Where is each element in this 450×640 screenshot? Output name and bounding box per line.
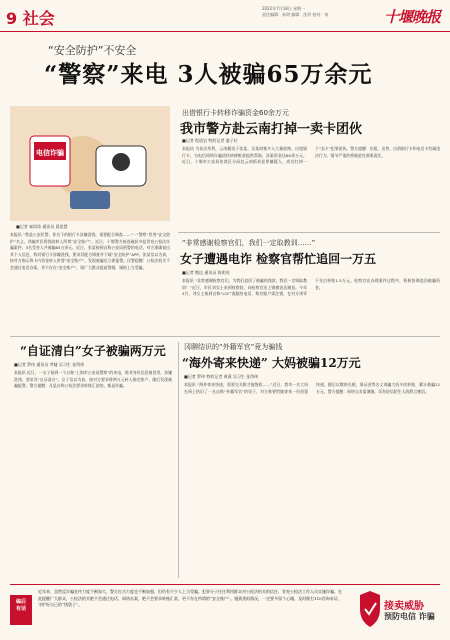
story5-byline: ■记者 罗伟 特约记者 黄燕 吴习生 张得伟 (184, 374, 259, 379)
paper-logo: 十堰晚报 (384, 8, 441, 26)
story4-body: 本报讯 近日，一女子接到一个自称“上海市公安局警察”的来电，称其身份信息被冒用，涉嫌洗钱，要求其“自证清白”。女子信以为真，按对方要求将两万元转入指定账户，随后发现被骗报警。警方提醒：凡是自称公检法要求转账汇款的，都是诈骗。 (14, 370, 172, 389)
story3-headline: 女子遭遇电诈 检察官帮忙追回一万五 (180, 252, 377, 266)
story4-headline: “自证清白”女子被骗两万元 (20, 344, 166, 358)
masthead (0, 0, 450, 32)
story3-kicker: “非常感谢检察官们，我们一定取教训……” (182, 239, 316, 247)
badge-line2: 有话 (15, 606, 26, 612)
story5-body: 本报讯 “海外寄来快递，需要交关税才能签收……”近日，我市一名大妈在网上结识了一名自称“外籍军官”的男子，对方称要给她寄来一份贵重快递，随后以缴纳关税、保证金等名义诱骗大妈多次转账，累计被骗12万元。警方提醒：网络交友需谨慎，切勿轻信陌生人的甜言蜜语。 (184, 382, 440, 394)
lead-headline: “警察”来电 3人被骗65万余元 (44, 61, 373, 88)
issue-editors: 责任编辑：朱明 编辑：沈玲 校对：何 (262, 12, 329, 17)
issue-info (262, 6, 382, 18)
divider (178, 342, 179, 578)
editor-note-badge (10, 595, 32, 625)
story5-headline: “海外寄来快递” 大妈被骗12万元 (182, 356, 361, 370)
illustration-graphic (10, 106, 170, 221)
anti-fraud-promo (352, 589, 440, 633)
story3-body: 本报讯 “非常感谢检察官们，为我们追回了被骗的钱款，我们一定吸取教训！”近日，市民刘女士来到检察院，向检察官送上锦旗表达谢意。今年5月，刘女士接到自称“LCF”客服的电话，称其账户需注销，在对方诱导下先后转账1.5万元。检察官在办理案件过程中，积极协调追回被骗资金。 (182, 278, 440, 297)
story2-headline: 我市警方赴云南打掉一卖卡团伙 (180, 122, 363, 137)
story2-body: 本报讯 为非法牟利，云南籍男子张某、吴某纠集多人大量收购、出租银行卡，为电信网络诈骗团伙转移赃款提供帮助，涉案资金达60余万元。近日，十堰市公安局张湾区分局赴云南抓获犯罪嫌疑人，成功打掉一个“卖卡”犯罪团伙。警方提醒：出租、出售、出借银行卡和电话卡均属违法行为，情节严重的将被追究刑事责任。 (182, 146, 440, 165)
divider (178, 232, 440, 233)
fraud-illustration (10, 106, 170, 221)
story4-byline: ■记者 罗伟 通讯员 莘婕 吴习生 张得伟 (14, 362, 85, 367)
section-number: 9 社会 (6, 9, 55, 28)
lead-kicker: “安全防护”不安全 (48, 44, 137, 57)
issue-date: 2022年7月18日 星期一 (262, 6, 306, 11)
editor-note-text: 近年来，虽然反诈骗宣传力度不断加大，警方打击力度也不断加强，但仍有不少人上当受骗。犯罪分子往往利用群众对公检法机关的信任，冒充公检法工作人员实施诈骗。在此提醒广大群众，公检法机关绝不会通过电话、网络办案，绝不会要求转账汇款，更不存在所谓的“安全账户”。遇到类似情况，一定要多留个心眼，及时拨打110咨询求证，守护好自己的“钱袋子”。 (38, 589, 342, 607)
illustration-label: 电信诈骗 (36, 149, 64, 157)
divider (10, 336, 440, 337)
editor-note (10, 584, 440, 636)
promo-subtitle: 预防电信 诈骗 (384, 612, 435, 621)
lead-byline: ■记者 秦训涛 通讯员 晨思慧 (16, 224, 68, 229)
badge-line1: 编后 (15, 599, 26, 605)
story5-kicker: 冈聊结识的“外籍军官”竟为骗钱 (184, 343, 283, 351)
story2-byline: ■记者 程道岩 特约记者 盛子轩 (182, 138, 238, 143)
story3-byline: ■记者 熊达 通讯员 陈明亮 (182, 270, 230, 275)
story2-kicker: 出借银行卡转移诈骗资金60余万元 (182, 109, 289, 117)
promo-title: 接卖威胁 (384, 601, 424, 612)
lead-body: 本报讯 “我是公安民警，你名下的银行卡涉嫌洗钱，需要配合调查……”一“警察”冒用“安全防护”名义，诱骗市民将钱款转入所谓“安全账户”。近日，十堰警方接连破获多起冒充公检法诈骗案件，3名受害人共被骗65万余元。近日，张某接到自称公安局刑警的电话，对方准确说出其个人信息，称其银行卡涉嫌洗钱，要求其配合调查并下载“安全防护”APP。张某信以为真，按对方指示将卡内资金转入所谓“安全账户”，发现被骗后立即报警。民警提醒：公检法机关不会通过电话办案，更不存在“安全账户”，请广大群众提高警惕，谨防上当受骗。 (10, 232, 170, 270)
